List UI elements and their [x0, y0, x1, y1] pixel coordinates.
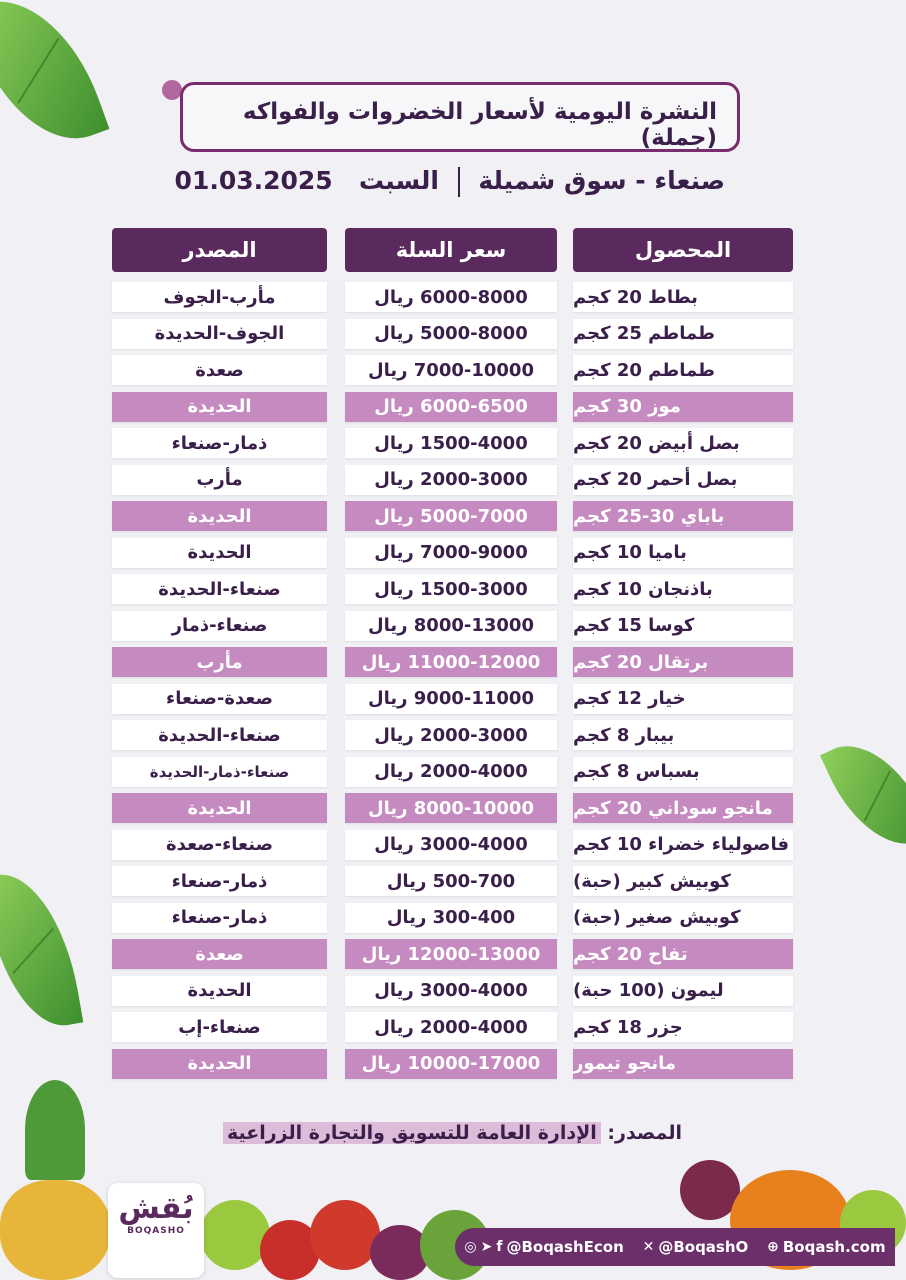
x-icon: ✕	[642, 1239, 655, 1255]
product-cell: كوبيش كبير (حبة)	[573, 866, 793, 896]
social-handle-text: @BoqashEcon	[506, 1238, 624, 1256]
product-cell: باميا 10 كجم	[573, 538, 793, 568]
subtitle	[174, 166, 725, 197]
bulletin-date: 01.03.2025	[174, 166, 333, 195]
product-cell: برتقال 20 كجم	[573, 647, 793, 677]
price-cell: 11000-12000 ريال	[345, 647, 557, 677]
price-cell: 8000-13000 ريال	[345, 611, 557, 641]
product-cell: ليمون (100 حبة)	[573, 976, 793, 1006]
source-cell: صنعاء-إب	[112, 1012, 327, 1042]
price-cell: 300-400 ريال	[345, 903, 557, 933]
price-cell: 3000-4000 ريال	[345, 830, 557, 860]
product-cell: طماطم 20 كجم	[573, 355, 793, 385]
source-cell: ذمار-صنعاء	[112, 903, 327, 933]
product-cell: مانجو تيمور	[573, 1049, 793, 1079]
price-cell: 2000-4000 ريال	[345, 757, 557, 787]
source-cell: ذمار-صنعاء	[112, 866, 327, 896]
price-cell: 9000-11000 ريال	[345, 684, 557, 714]
source-cell: مأرب-الجوف	[112, 282, 327, 312]
price-column	[345, 228, 557, 1085]
price-cell: 7000-10000 ريال	[345, 355, 557, 385]
source-cell: مأرب	[112, 647, 327, 677]
brand-logo	[108, 1183, 204, 1278]
source-cell: صنعاء-الحديدة	[112, 720, 327, 750]
source-cell: الحديدة	[112, 501, 327, 531]
social-handle-link[interactable]	[464, 1238, 623, 1256]
product-column	[573, 228, 793, 1085]
source-note-label: المصدر:	[607, 1122, 683, 1144]
price-cell: 7000-9000 ريال	[345, 538, 557, 568]
price-cell: 2000-3000 ريال	[345, 720, 557, 750]
source-cell: الحديدة	[112, 793, 327, 823]
instagram-icon: ◎	[464, 1239, 477, 1255]
x-handle-link[interactable]	[643, 1238, 749, 1256]
price-cell: 6000-8000 ريال	[345, 282, 557, 312]
x-handle-text: @BoqashO	[658, 1238, 749, 1256]
source-cell: الحديدة	[112, 1049, 327, 1079]
logo-mark: بُقش	[118, 1191, 194, 1226]
product-cell: باذنجان 10 كجم	[573, 574, 793, 604]
product-cell: بصل أحمر 20 كجم	[573, 465, 793, 495]
title-dot	[162, 80, 182, 100]
source-cell: صعدة	[112, 355, 327, 385]
day-name: السبت	[358, 166, 439, 195]
source-cell: صنعاء-ذمار-الحديدة	[112, 757, 327, 787]
product-cell: بسباس 8 كجم	[573, 757, 793, 787]
source-cell: صعدة	[112, 939, 327, 969]
price-cell: 2000-4000 ريال	[345, 1012, 557, 1042]
market-location: صنعاء - سوق شميلة	[478, 166, 725, 195]
price-cell: 5000-8000 ريال	[345, 319, 557, 349]
product-cell: بطاط 20 كجم	[573, 282, 793, 312]
leaf-decoration-top-left	[0, 0, 109, 161]
source-cell: الحديدة	[112, 538, 327, 568]
product-cell: خيار 12 كجم	[573, 684, 793, 714]
logo-name: BOQASHO	[127, 1226, 185, 1236]
price-cell: 1500-4000 ريال	[345, 428, 557, 458]
product-cell: جزر 18 كجم	[573, 1012, 793, 1042]
source-cell: الحديدة	[112, 976, 327, 1006]
source-note-org: الإدارة العامة للتسويق والتجارة الزراعية	[223, 1122, 601, 1144]
page-title: النشرة اليومية لأسعار الخضروات والفواكه (جملة)	[242, 99, 717, 151]
price-cell: 8000-10000 ريال	[345, 793, 557, 823]
subtitle-divider	[458, 167, 460, 197]
product-cell: بصل أبيض 20 كجم	[573, 428, 793, 458]
leaf-decoration-right	[820, 726, 906, 864]
product-cell: بيبار 8 كجم	[573, 720, 793, 750]
product-cell: كوبيش صغير (حبة)	[573, 903, 793, 933]
title-box	[180, 82, 740, 152]
source-cell: صنعاء-صعدة	[112, 830, 327, 860]
telegram-icon: ➤	[480, 1239, 493, 1255]
product-header: المحصول	[573, 228, 793, 272]
product-cell: فاصولياء خضراء 10 كجم	[573, 830, 793, 860]
source-cell: مأرب	[112, 465, 327, 495]
price-cell: 6000-6500 ريال	[345, 392, 557, 422]
source-cell: صعدة-صنعاء	[112, 684, 327, 714]
product-cell: طماطم 25 كجم	[573, 319, 793, 349]
price-cell: 2000-3000 ريال	[345, 465, 557, 495]
source-cell: الحديدة	[112, 392, 327, 422]
product-cell: تفاح 20 كجم	[573, 939, 793, 969]
social-footer	[455, 1228, 895, 1266]
leaf-decoration-left	[0, 865, 83, 1036]
price-cell: 1500-3000 ريال	[345, 574, 557, 604]
price-cell: 3000-4000 ريال	[345, 976, 557, 1006]
facebook-icon: f	[496, 1239, 503, 1255]
source-header: المصدر	[112, 228, 327, 272]
website-text: Boqash.com	[782, 1238, 886, 1256]
website-link[interactable]	[767, 1238, 885, 1256]
source-cell: ذمار-صنعاء	[112, 428, 327, 458]
price-cell: 500-700 ريال	[345, 866, 557, 896]
source-cell: صنعاء-الحديدة	[112, 574, 327, 604]
price-header: سعر السلة	[345, 228, 557, 272]
source-cell: الجوف-الحديدة	[112, 319, 327, 349]
product-cell: باباي 30-25 كجم	[573, 501, 793, 531]
price-cell: 10000-17000 ريال	[345, 1049, 557, 1079]
source-cell: صنعاء-ذمار	[112, 611, 327, 641]
price-cell: 5000-7000 ريال	[345, 501, 557, 531]
globe-icon: ⊕	[767, 1239, 779, 1255]
source-column	[112, 228, 327, 1085]
product-cell: كوسا 15 كجم	[573, 611, 793, 641]
product-cell: مانجو سوداني 20 كجم	[573, 793, 793, 823]
product-cell: موز 30 كجم	[573, 392, 793, 422]
price-cell: 12000-13000 ريال	[345, 939, 557, 969]
